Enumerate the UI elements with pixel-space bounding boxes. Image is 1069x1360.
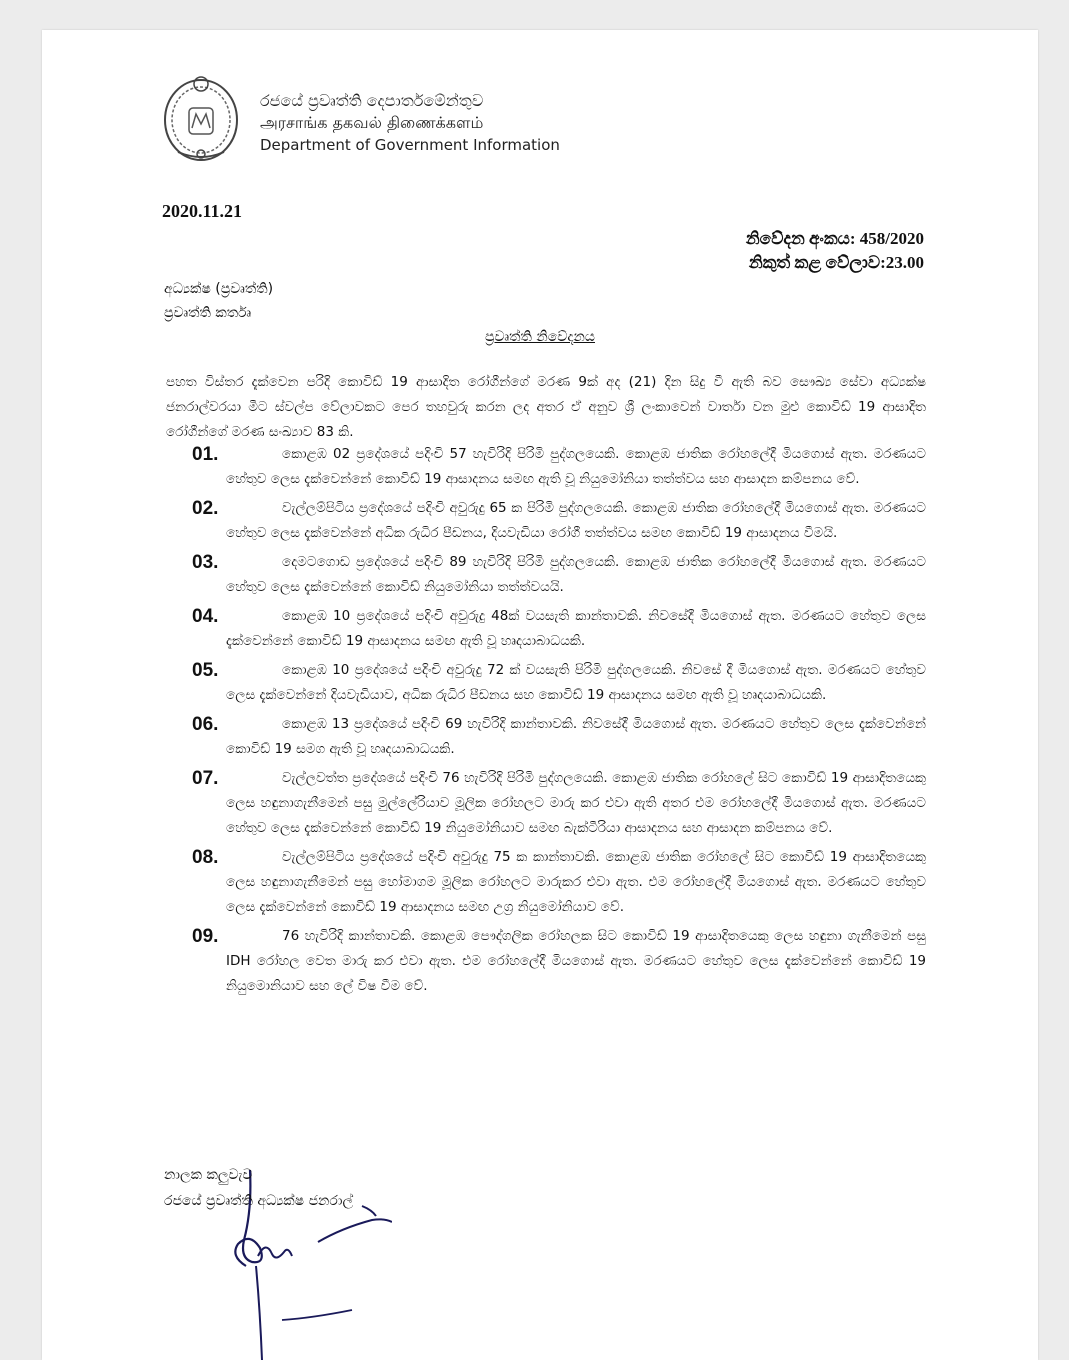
- letterhead-sinhala: රජයේ ප්‍රවෘත්ති දෙපාර්තමේන්තුව: [260, 91, 484, 110]
- addressee-line-1: අධ්‍යක්ෂ (ප්‍රවෘත්ති): [164, 281, 274, 297]
- addressee-line-2: ප්‍රවෘත්ති කර්තෘ: [164, 305, 252, 321]
- item-text: වැල්ලම්පිටිය ප්‍රදේශයේ පදිංචි අවුරුදු 65 ක පිරිමි පුද්ගලයෙකි. කොළඹ ජාතික රෝහලේදී මියගොස් ඇත. මරණයට හේතුව ලෙස දැක්වෙන්නේ අධික රුධිර පීඩනය, දියවැඩියා රෝගී තත්ත්වය සමඟ කොවිඩ් 19 ආසාදනය වීමයි.: [226, 500, 926, 541]
- item-text: 76 හැවිරිදි කාන්තාවකි. කොළඹ පෞද්ගලික රෝහලක සිට කොවිඩ් 19 ආසාදිතයෙකු ලෙස හඳුනා ගැනීමෙන් පසු IDH රෝහල වෙත මාරු කර එවා ඇත. එම රෝහලේදී මියගොස් ඇත. මරණයට හේතුව ලෙස දැක්වෙන්නේ කොවිඩ් 19 නියුමොනියාව සහ ලේ විෂ වීම වේ.: [226, 928, 926, 994]
- item-text: වැල්ලවත්ත ප්‍රදේශයේ පදිංචි 76 හැවිරිදි පිරිමි පුද්ගලයෙකි. කොළඹ ජාතික රෝහලේ සිට කොවිඩ් 19 ආසාදිතයෙකු ලෙස හඳුනාගැනීමෙන් පසු මුල්ලේරියාව මූලික රෝහලට මාරු කර එවා ඇති අතර එම රෝහලේදී මියගොස් ඇත. මරණයට හේතුව ලෙස දැක්වෙන්නේ කොවිඩ් 19 නියුමෝනියාව සමඟ බැක්ටීරියා ආසාදනය සහ ආසාදන කම්පනය වේ.: [226, 770, 926, 836]
- signatory-title: රජයේ ප්‍රවෘත්ති අධ්‍යක්ෂ ජනරාල්: [164, 1193, 354, 1209]
- list-item: [192, 845, 926, 920]
- intro-paragraph: පහත විස්තර දැක්වෙන පරිදි කොවිඩ් 19 ආසාදිත රෝගීන්ගේ මරණ 9ක් අද (21) දින සිදු වී ඇති බව සෞඛ්‍ය සේවා අධ්‍යක්ෂ ජනරාල්වරයා මීට ස්වල්ප වේලාවකට පෙර තහවුරු කරන ලද අතර ඒ අනුව ශ්‍රී ලංකාවෙන් වාර්තා වන මුළු කොවිඩ් 19 ආසාදිත රෝගීන්ගේ මරණ සංඛ්‍යාව 83 කි.: [166, 374, 926, 440]
- letterhead-english: Department of Government Information: [260, 136, 560, 154]
- reference-block: [746, 227, 924, 275]
- item-number: 06.: [192, 714, 219, 735]
- list-item: [192, 442, 926, 492]
- press-release-page: [42, 30, 1038, 1360]
- document-heading: [42, 326, 1038, 345]
- addressee: [164, 277, 273, 325]
- death-list: [192, 442, 926, 1003]
- item-text: කොළඹ 13 ප්‍රදේශයේ පදිංචි 69 හැවිරිදි කාන්තාවකි. නිවසේදී මියගොස් ඇත. මරණයට හේතුව ලෙස දැක්වෙන්නේ කොවිඩ් 19 සමග ඇති වූ හෘදයාබාධයකි.: [226, 716, 926, 757]
- item-number: 02.: [192, 498, 219, 519]
- item-number: 03.: [192, 552, 219, 573]
- item-text: දෙමටගොඩ ප්‍රදේශයේ පදිංචි 89 හැවිරිදි පිරිමි පුද්ගලයෙකි. කොළඹ ජාතික රෝහලේදී මියගොස් ඇත. මරණයට හේතුව ලෙස දැක්වෙන්නේ කොවිඩ් නියුමෝනියා තත්ත්වයයි.: [226, 554, 926, 595]
- government-emblem-icon: [162, 70, 240, 162]
- item-number: 09.: [192, 926, 219, 947]
- heading-text: ප්‍රවෘත්ති නිවේදනය: [485, 329, 595, 345]
- list-item: [192, 924, 926, 999]
- release-time: නිකුත් කළ වේලාව:23.00: [748, 253, 924, 272]
- item-number: 07.: [192, 768, 219, 789]
- letterhead-tamil: அரசாங்க தகவல் திணைக்களம்: [260, 113, 484, 132]
- item-number: 05.: [192, 660, 219, 681]
- release-number: නිවේදන අංකය: 458/2020: [745, 229, 924, 248]
- item-number: 08.: [192, 847, 219, 868]
- release-date: 2020.11.21: [162, 201, 243, 221]
- list-item: [192, 658, 926, 708]
- list-item: [192, 766, 926, 841]
- letterhead: [162, 70, 582, 170]
- list-item: [192, 496, 926, 546]
- signatory: [164, 1162, 353, 1214]
- list-item: [192, 712, 926, 762]
- signatory-name: නාලක කලුවැව: [164, 1167, 253, 1183]
- item-number: 04.: [192, 606, 219, 627]
- item-text: කොළඹ 10 ප්‍රදේශයේ පදිංචි අවුරුදු 48ක් වයසැති කාන්තාවකි. නිවසේදී මියගොස් ඇත. මරණයට හේතුව ලෙස දැක්වෙන්නේ කොවිඩ් 19 ආසාදනය සමඟ ඇති වූ හෘදයාබාධයකි.: [226, 608, 926, 649]
- item-number: 01.: [192, 444, 219, 465]
- list-item: [192, 550, 926, 600]
- item-text: වැල්ලම්පිටිය ප්‍රදේශයේ පදිංචි අවුරුදු 75 ක කාන්තාවකි. කොළඹ ජාතික රෝහලේ සිට කොවිඩ් 19 ආසාදිතයෙකු ලෙස හඳුනාගැනීමෙන් පසු හෝමාගම මූලික රෝහලට මාරුකර එවා ඇත. එම රෝහලේදී මියගොස් ඇත. මරණයට හේතුව ලෙස දැක්වෙන්නේ කොවිඩ් 19 ආසාදනය සමඟ උග්‍ර නියුමෝනියාව වේ.: [226, 849, 926, 915]
- list-item: [192, 604, 926, 654]
- item-text: කොළඹ 02 ප්‍රදේශයේ පදිංචි 57 හැවිරිදි පිරිමි පුද්ගලයෙකි. කොළඹ ජාතික රෝහලේදී මියගොස් ඇත. මරණයට හේතුව ලෙස දැක්වෙන්නේ කොවිඩ් 19 ආසාදනය සමඟ ඇති වූ නියුමෝනියා තත්ත්වය සහ ආසාදන කම්පනය වේ.: [226, 446, 926, 487]
- item-text: කොළඹ 10 ප්‍රදේශයේ පදිංචි අවුරුදු 72 ක් වයසැති පිරිමි පුද්ගලයෙකි. නිවසේ දී මියගොස් ඇත. මරණයට හේතුව ලෙස දැක්වෙන්නේ දියවැඩියාව, අධික රුධිර පීඩනය සහ කොවිඩ් 19 ආසාදනය සමඟ ඇති වූ හෘදයාබාධයකි.: [226, 662, 926, 703]
